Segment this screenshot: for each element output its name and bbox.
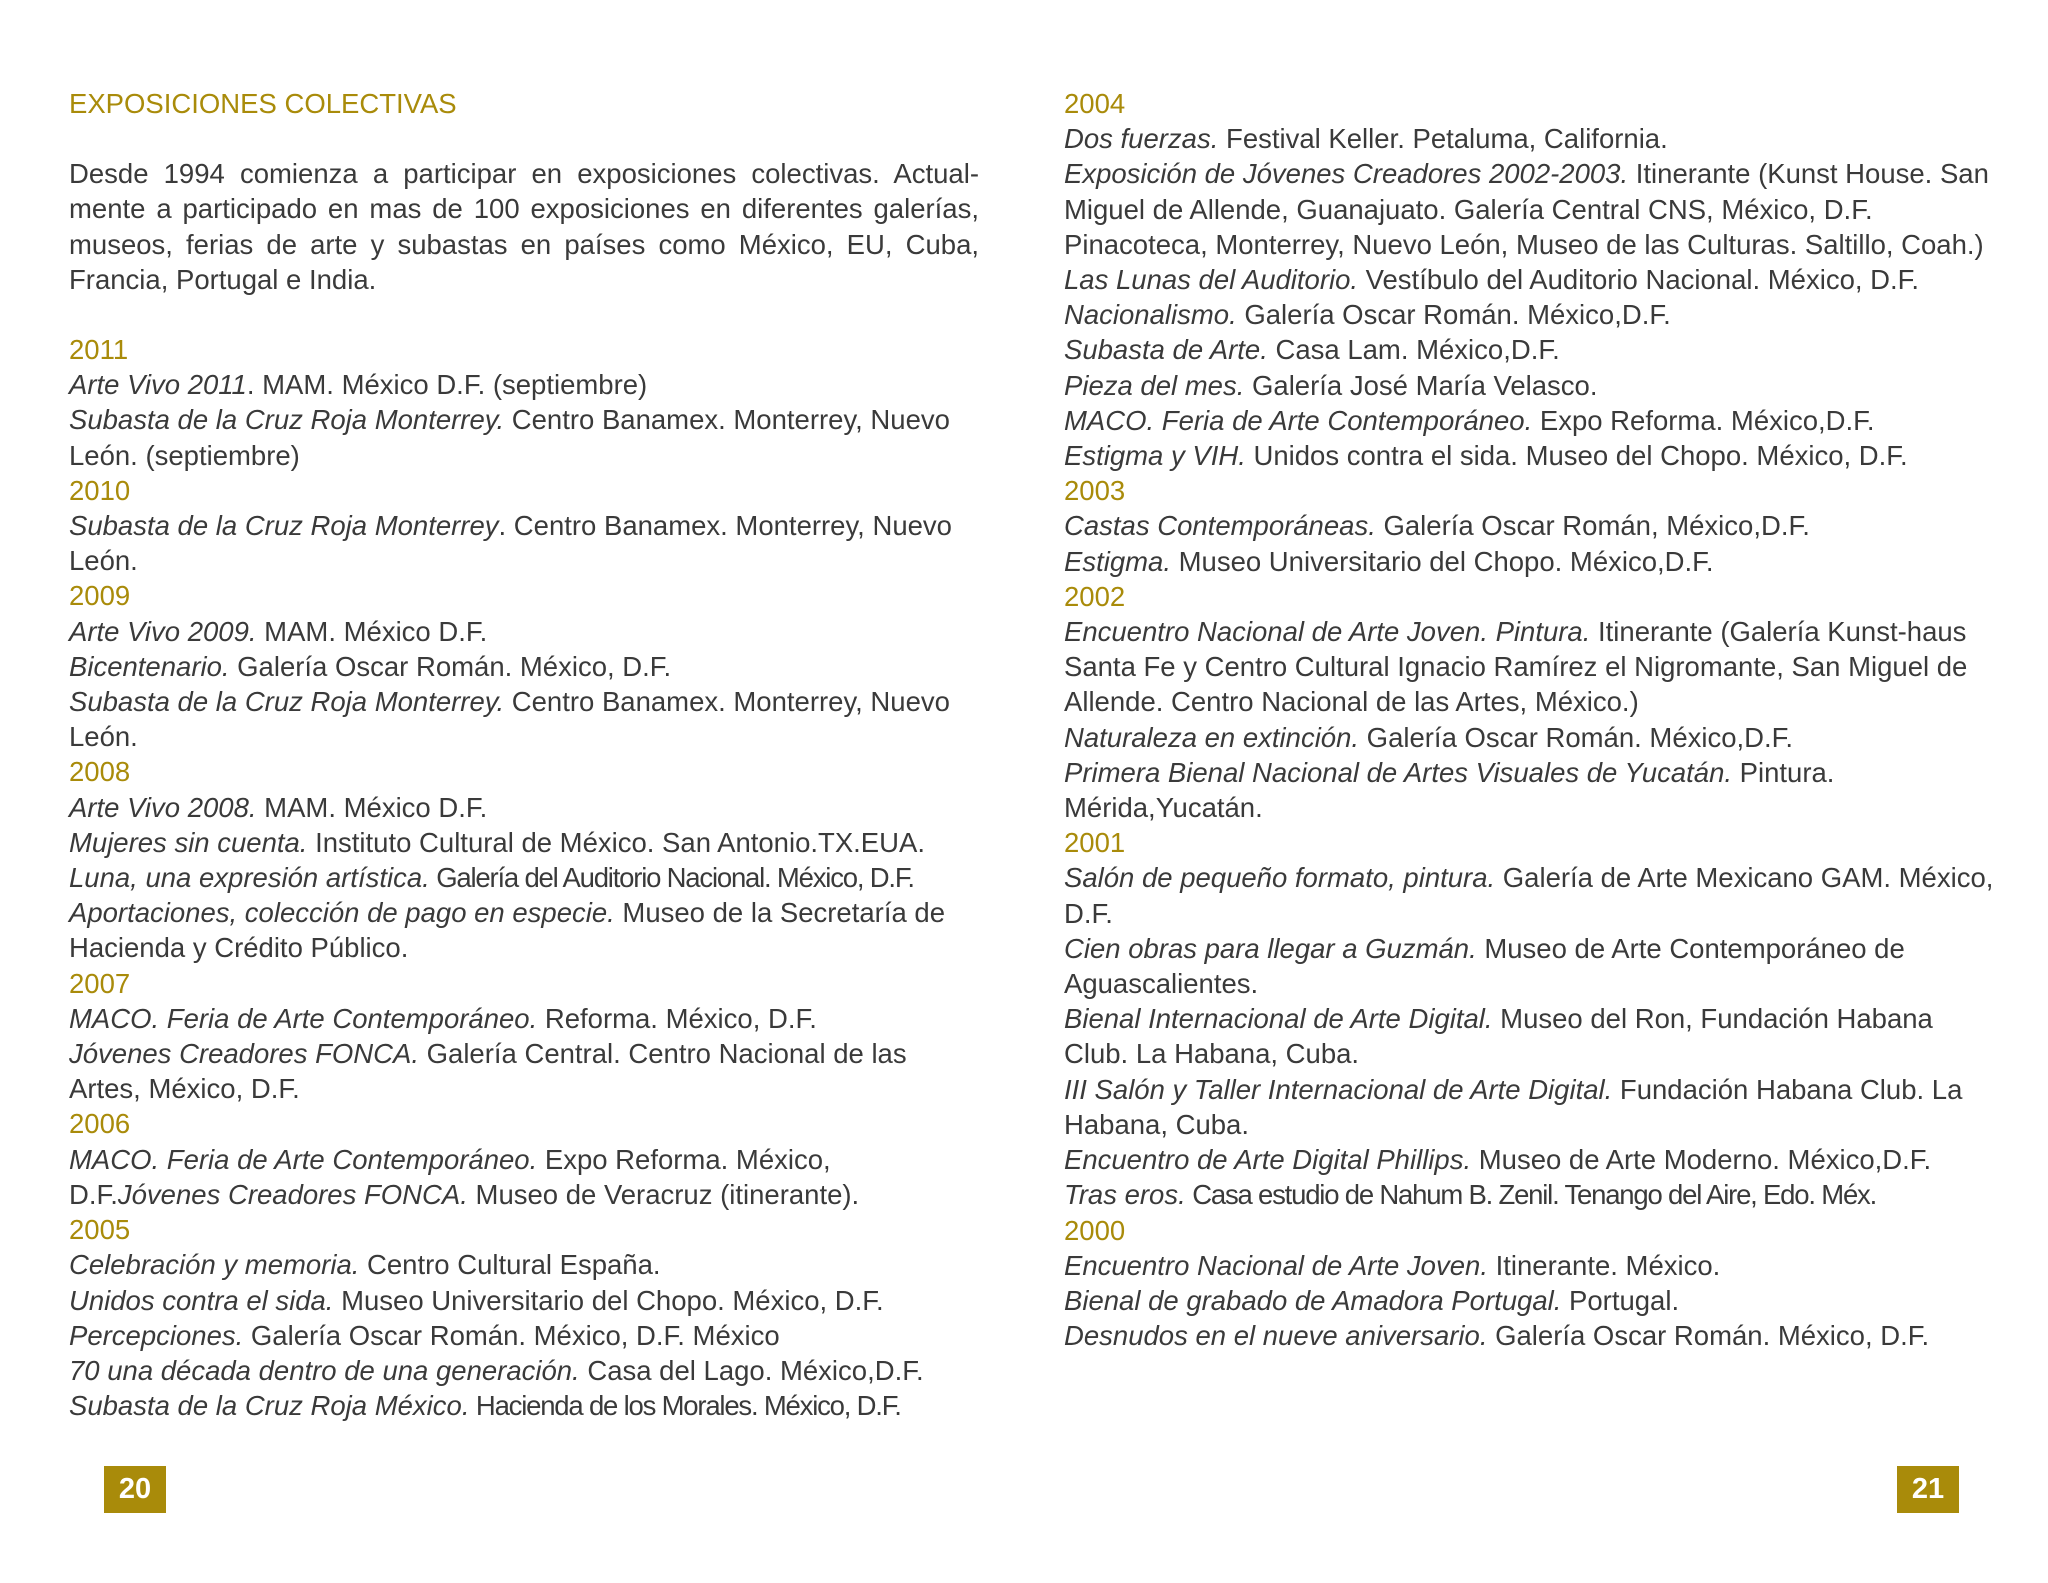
exhibition-entry: [69, 649, 979, 684]
year-heading: 2005: [69, 1214, 131, 1246]
intro-paragraph: Desde 1994 comienza a participar en exposiciones colectivas. Actual-mente a participado en mas de 100 exposiciones en diferentes galerías, museos, ferias de arte y subastas en países como México, EU, Cuba, Francia, Portugal e India.: [69, 158, 979, 295]
exhibition-details: Galería Oscar Román. México, D.F.: [229, 650, 672, 682]
exhibition-title: Dos fuerzas.: [1064, 123, 1219, 155]
exhibition-title: Primera Bienal Nacional de Artes Visuales de Yucatán.: [1064, 756, 1733, 788]
exhibition-details: . MAM. México D.F. (septiembre): [246, 369, 648, 401]
exhibition-entry: [69, 1142, 979, 1177]
exhibition-details: Itinerante. México.: [1487, 1249, 1721, 1281]
exhibition-details: Galería Oscar Román, México,D.F.: [1375, 510, 1810, 542]
right-page-column: [1064, 86, 2004, 1353]
exhibition-title: Encuentro Nacional de Arte Joven.: [1064, 1249, 1488, 1281]
year-heading: 2001: [1064, 827, 1126, 859]
exhibition-entry: [1064, 1142, 2004, 1177]
section-heading: EXPOSICIONES COLECTIVAS: [69, 88, 457, 119]
exhibition-details: Expo Reforma. México,D.F.: [1532, 404, 1875, 436]
exhibition-entry: [69, 1283, 979, 1318]
exhibition-title: MACO. Feria de Arte Contemporáneo.: [69, 1143, 538, 1175]
exhibition-title: Cien obras para llegar a Guzmán.: [1064, 932, 1477, 964]
exhibition-entry: [69, 860, 979, 895]
exhibition-title: Bienal de grabado de Amadora Portugal.: [1064, 1284, 1562, 1316]
exhibition-details: Galería del Auditorio Nacional. México, D.F.: [429, 862, 914, 894]
exhibition-details: Museo de la Secretaría de Hacienda y Crédito Público.: [69, 897, 945, 964]
exhibition-entry: [1064, 1001, 2004, 1071]
exhibition-details: Galería de Arte Mexicano GAM. México, D.F.: [1064, 862, 1994, 929]
exhibition-entry: [69, 402, 979, 472]
year-heading: 2004: [1064, 88, 1126, 119]
exhibition-details: Unidos contra el sida. Museo del Chopo. México, D.F.: [1245, 440, 1908, 472]
exhibition-entry: [69, 895, 979, 965]
exhibition-entry: [1064, 1283, 2004, 1318]
exhibition-entry: [1064, 1072, 2004, 1142]
exhibition-entry: [69, 1247, 979, 1282]
exhibition-entry: [1064, 508, 2004, 543]
year-heading: 2006: [69, 1108, 131, 1140]
year-heading: 2011: [69, 334, 129, 366]
exhibition-details: Casa Lam. México,D.F.: [1267, 334, 1560, 366]
exhibition-title: Pieza del mes.: [1064, 369, 1245, 401]
year-heading: 2007: [69, 967, 131, 999]
exhibition-title: 70 una década dentro de una generación.: [69, 1354, 580, 1386]
exhibition-title: Naturaleza en extinción.: [1064, 721, 1360, 753]
exhibition-entry: [69, 1177, 979, 1212]
exhibition-entry: [1064, 403, 2004, 438]
exhibition-title: Jóvenes Creadores FONCA.: [69, 1038, 419, 1070]
exhibition-entry: [1064, 368, 2004, 403]
left-page-column: [69, 86, 979, 1423]
exhibition-entry: [1064, 860, 2004, 930]
exhibition-title: Subasta de la Cruz Roja México.: [69, 1390, 470, 1422]
exhibition-title: Subasta de la Cruz Roja Monterrey: [69, 510, 499, 542]
exhibition-entry: [1064, 262, 2004, 297]
exhibition-title: Encuentro de Arte Digital Phillips.: [1064, 1144, 1472, 1176]
exhibition-details: Festival Keller. Petaluma, California.: [1218, 123, 1668, 155]
exhibition-details: Galería Oscar Román. México, D.F.: [1487, 1320, 1930, 1352]
exhibition-entry: [69, 1036, 979, 1106]
exhibition-details: Galería Central. Centro Nacional de las Artes, México, D.F.: [69, 1038, 907, 1105]
exhibition-title: Arte Vivo 2008.: [69, 791, 257, 823]
exhibition-entry: [1064, 1177, 2004, 1212]
exhibition-details: MAM. México D.F.: [256, 791, 488, 823]
exhibition-entry: [1064, 1318, 2004, 1353]
exhibition-details: Museo Universitario del Chopo. México, D.F.: [333, 1284, 884, 1316]
exhibition-details: Museo de Arte Contemporáneo de Aguascalientes.: [1064, 932, 1905, 1000]
exhibition-entry: [1064, 297, 2004, 332]
exhibition-title: Desnudos en el nueve aniversario.: [1064, 1320, 1488, 1352]
exhibition-entry: [1064, 332, 2004, 367]
exhibition-title: Arte Vivo 2009.: [69, 615, 257, 647]
left-exhibitions-list: [69, 332, 979, 1423]
exhibition-details: Museo de Veracruz (itinerante).: [467, 1178, 860, 1210]
exhibition-details: Centro Banamex. Monterrey, Nuevo León. (septiembre): [69, 404, 950, 471]
exhibition-entry: [1064, 544, 2004, 579]
exhibition-details: . Centro Banamex. Monterrey, Nuevo León.: [69, 510, 952, 577]
exhibition-title: Subasta de la Cruz Roja Monterrey.: [69, 686, 505, 718]
exhibition-title: Salón de pequeño formato, pintura.: [1064, 862, 1496, 894]
exhibition-title: III Salón y Taller Internacional de Arte Digital.: [1064, 1073, 1613, 1105]
exhibition-entry: [1064, 720, 2004, 755]
exhibition-title: Percepciones.: [69, 1319, 244, 1351]
exhibition-entry: [69, 1318, 979, 1353]
exhibition-details: Museo de Arte Moderno. México,D.F.: [1471, 1144, 1932, 1176]
page-number-left: 20: [104, 1466, 166, 1513]
exhibition-details: Galería Oscar Román. México, D.F. México: [243, 1319, 780, 1351]
exhibition-title: Estigma.: [1064, 545, 1171, 577]
exhibition-entry: [1064, 121, 2004, 156]
exhibition-details: Centro Cultural España.: [359, 1249, 661, 1281]
exhibition-title: Estigma y VIH.: [1064, 440, 1246, 472]
exhibition-details: Itinerante (Galería Kunst-haus Santa Fe y Centro Cultural Ignacio Ramírez el Nigromante, San Miguel de Allende. Centro Nacional de las Artes, México.): [1064, 616, 1968, 718]
exhibition-title: Jóvenes Creadores FONCA.: [117, 1178, 468, 1210]
exhibition-details: Fundación Habana Club. La Habana, Cuba.: [1064, 1073, 1963, 1140]
exhibition-title: Aportaciones, colección de pago en especie.: [69, 897, 615, 929]
exhibition-details: Galería Oscar Román. México,D.F.: [1236, 299, 1671, 331]
exhibition-details: Vestíbulo del Auditorio Nacional. México, D.F.: [1358, 264, 1920, 296]
year-heading: 2003: [1064, 475, 1126, 507]
exhibition-details: Reforma. México, D.F.: [537, 1002, 817, 1034]
exhibition-entry: [1064, 931, 2004, 1001]
exhibition-entry: [1064, 614, 2004, 720]
exhibition-title: Subasta de la Cruz Roja Monterrey.: [69, 404, 505, 436]
exhibition-title: Encuentro Nacional de Arte Joven. Pintura.: [1064, 616, 1591, 648]
exhibition-entry: [69, 508, 979, 578]
exhibition-details: D.F.: [69, 1178, 118, 1210]
exhibition-entry: [1064, 1248, 2004, 1283]
year-heading: 2008: [69, 756, 131, 788]
exhibition-details: Museo Universitario del Chopo. México,D.F.: [1170, 545, 1714, 577]
page-number-right: 21: [1897, 1466, 1959, 1513]
exhibition-details: Portugal.: [1561, 1284, 1680, 1316]
exhibition-details: Hacienda de los Morales. México, D.F.: [469, 1390, 901, 1422]
exhibition-entry: [1064, 438, 2004, 473]
exhibition-entry: [1064, 755, 2004, 825]
right-exhibitions-list: [1064, 86, 2004, 1353]
exhibition-entry: [69, 614, 979, 649]
exhibition-title: Subasta de Arte.: [1064, 334, 1268, 366]
exhibition-details: Galería José María Velasco.: [1244, 369, 1598, 401]
exhibition-details: Pintura. Mérida,Yucatán.: [1064, 756, 1835, 824]
exhibition-details: Museo del Ron, Fundación Habana Club. La Habana, Cuba.: [1064, 1003, 1933, 1070]
exhibition-title: MACO. Feria de Arte Contemporáneo.: [69, 1002, 538, 1034]
exhibition-details: Expo Reforma. México,: [537, 1143, 831, 1175]
exhibition-title: Nacionalismo.: [1064, 299, 1237, 331]
exhibition-title: Castas Contemporáneas.: [1064, 510, 1376, 542]
exhibition-entry: [69, 367, 979, 402]
exhibition-title: Luna, una expresión artística.: [69, 862, 430, 894]
exhibition-details: MAM. México D.F.: [256, 615, 488, 647]
exhibition-entry: [69, 1001, 979, 1036]
exhibition-title: Exposición de Jóvenes Creadores 2002-2003.: [1064, 158, 1629, 190]
year-heading: 2009: [69, 580, 131, 612]
exhibition-title: Unidos contra el sida.: [69, 1284, 334, 1316]
exhibition-title: Arte Vivo 2011: [69, 369, 247, 401]
exhibition-details: Instituto Cultural de México. San Antonio.TX.EUA.: [307, 826, 925, 858]
exhibition-entry: [69, 1353, 979, 1388]
exhibition-details: Galería Oscar Román. México,D.F.: [1359, 721, 1794, 753]
exhibition-title: Celebración y memoria.: [69, 1249, 360, 1281]
exhibition-details: Itinerante (Kunst House. San Miguel de Allende, Guanajuato. Galería Central CNS, México, D.F. Pinacoteca, Monterrey, Nuevo León, Museo de las Culturas. Saltillo, Coah.): [1064, 158, 1989, 260]
exhibition-title: Bicentenario.: [69, 650, 230, 682]
exhibition-entry: [69, 790, 979, 825]
year-heading: 2000: [1064, 1214, 1126, 1246]
exhibition-entry: [69, 825, 979, 860]
exhibition-title: Mujeres sin cuenta.: [69, 826, 308, 858]
exhibition-title: Bienal Internacional de Arte Digital.: [1064, 1003, 1493, 1035]
exhibition-entry: [1064, 156, 2004, 262]
exhibition-title: Las Lunas del Auditorio.: [1064, 264, 1359, 296]
exhibition-entry: [69, 684, 979, 754]
year-heading: 2002: [1064, 580, 1126, 612]
year-heading: 2010: [69, 474, 131, 506]
exhibition-entry: [69, 1388, 979, 1423]
exhibition-details: Casa del Lago. México,D.F.: [579, 1354, 924, 1386]
exhibition-title: MACO. Feria de Arte Contemporáneo.: [1064, 404, 1533, 436]
exhibition-details: Centro Banamex. Monterrey, Nuevo León.: [69, 686, 950, 753]
exhibition-details: Casa estudio de Nahum B. Zenil. Tenango del Aire, Edo. Méx.: [1185, 1179, 1877, 1211]
exhibition-title: Tras eros.: [1064, 1179, 1186, 1211]
